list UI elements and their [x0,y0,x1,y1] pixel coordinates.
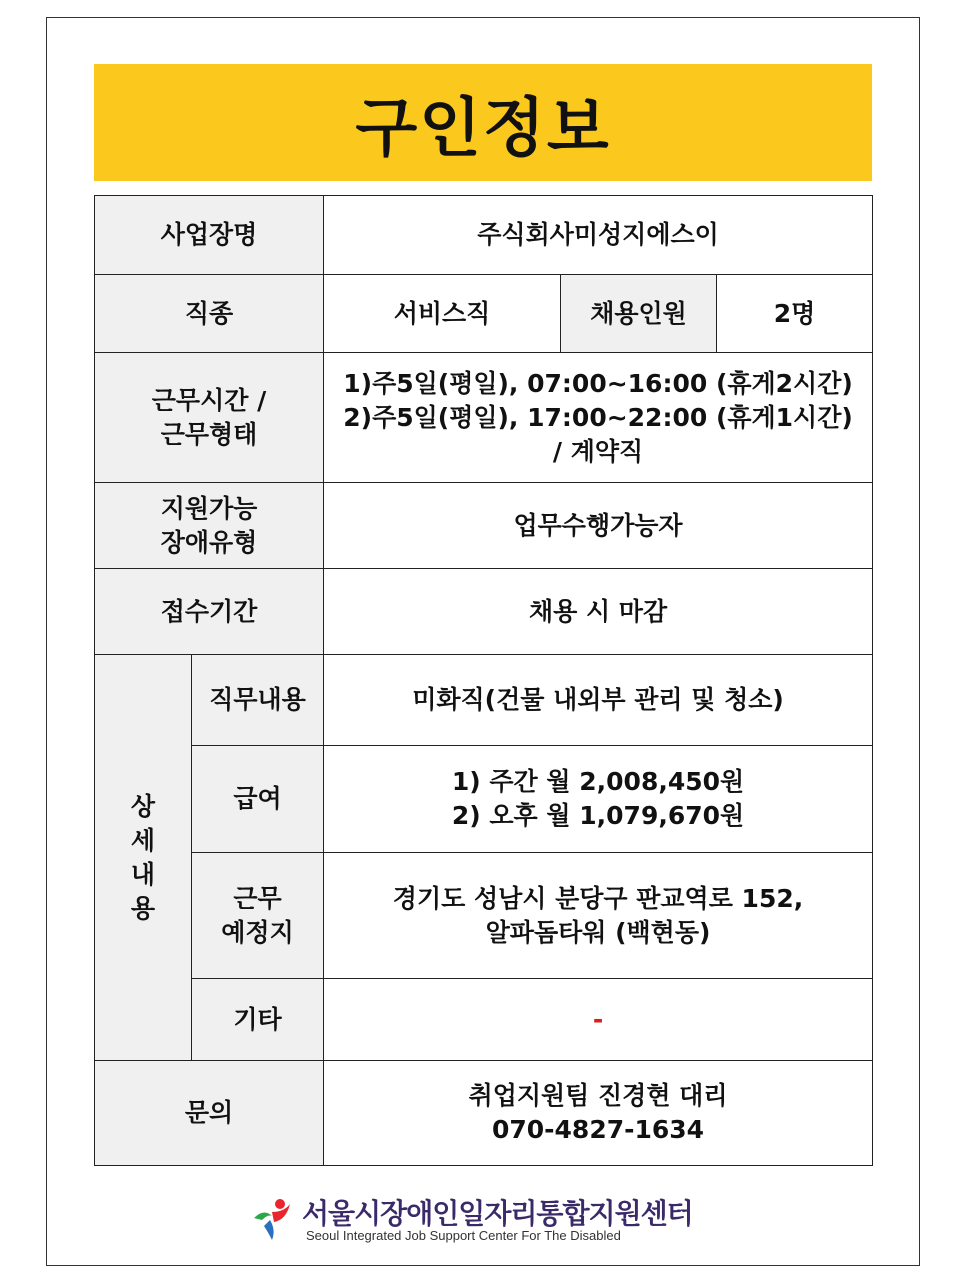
contact-value [324,1061,873,1166]
contact-line2: 070-4827-1634 [491,1115,705,1144]
org-logo-icon [250,1194,300,1244]
hire-count-value: 2명 [717,275,873,353]
job-type-label: 직종 [95,275,324,353]
contact-line1: 취업지원팀 진경현 대리 [468,1081,728,1110]
etc-label: 기타 [192,979,324,1061]
location-label [192,853,324,979]
salary-value [324,746,873,853]
location-line2: 알파돔타워 (백현동) [485,917,711,947]
hours-line3: / 계약직 [552,436,644,466]
disability-label [95,483,324,569]
disability-label-line2: 장애유형 [160,527,258,557]
hours-value [324,353,873,483]
duties-label: 직무내용 [192,655,324,746]
company-value: 주식회사미성지에스이 [324,196,873,275]
hours-label-line1: 근무시간 / [151,385,267,415]
etc-value: - [324,979,873,1061]
disability-label-line1: 지원가능 [160,493,258,523]
row-period [95,569,873,655]
location-label-line1: 근무 [233,883,282,913]
org-name-en: Seoul Integrated Job Support Center For The Disabled [306,1228,621,1243]
disability-value: 업무수행가능자 [324,483,873,569]
row-company [95,196,873,275]
hours-label [95,353,324,483]
row-contact [95,1061,873,1166]
row-location [95,853,873,979]
org-footer [250,1190,720,1250]
company-label: 사업장명 [95,196,324,275]
location-line1: 경기도 성남시 분당구 판교역로 152, [392,883,804,913]
job-info-table [94,195,873,1166]
title-banner [94,64,872,181]
hours-line2: 2)주5일(평일), 17:00~22:00 (휴게1시간) [343,402,853,432]
row-job-type [95,275,873,353]
salary-label: 급여 [192,746,324,853]
page-title: 구인정보 [355,91,611,166]
detail-group-text: 상세내용 [130,791,156,923]
location-value [324,853,873,979]
duties-value: 미화직(건물 내외부 관리 및 청소) [324,655,873,746]
period-value: 채용 시 마감 [324,569,873,655]
location-label-line2: 예정지 [221,917,294,947]
salary-line1: 1) 주간 월 2,008,450원 [451,767,745,796]
hours-label-line2: 근무형태 [160,419,258,449]
hire-count-label: 채용인원 [561,275,717,353]
row-hours [95,353,873,483]
row-duties [95,655,873,746]
contact-label: 문의 [95,1061,324,1166]
detail-group-label [95,655,192,1061]
job-type-value: 서비스직 [324,275,561,353]
row-etc [95,979,873,1061]
period-label: 접수기간 [95,569,324,655]
row-disability [95,483,873,569]
org-name-kr: 서울시장애인일자리통합지원센터 [302,1197,693,1230]
row-salary [95,746,873,853]
hours-line1: 1)주5일(평일), 07:00~16:00 (휴게2시간) [343,368,853,398]
salary-line2: 2) 오후 월 1,079,670원 [451,801,745,830]
